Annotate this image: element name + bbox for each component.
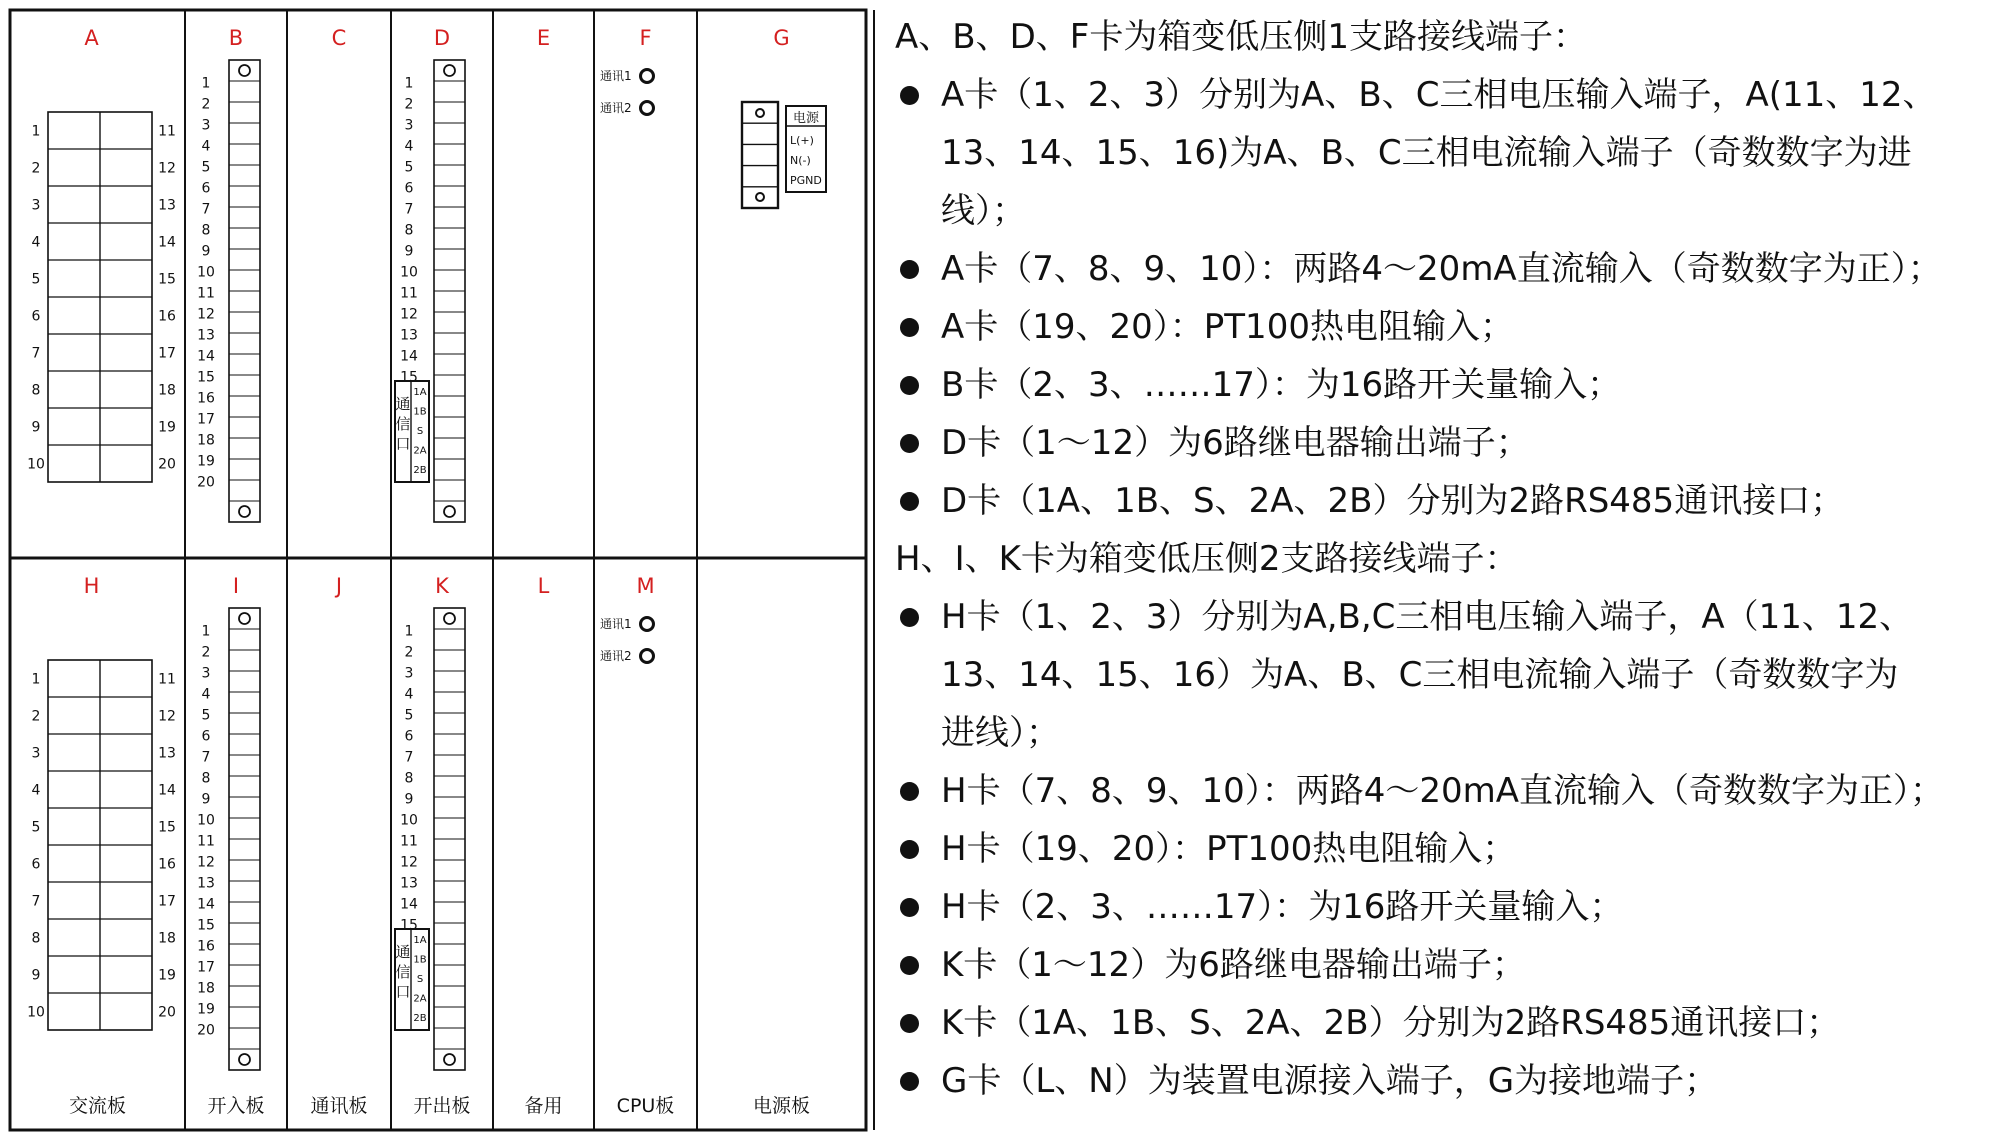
di-number: 17 (197, 411, 215, 428)
note-item: D卡（1A、1B、S、2A、2B）分别为2路RS485通讯接口； (895, 472, 1985, 530)
power-label: 电源 (792, 111, 820, 126)
screw-icon (239, 613, 250, 624)
do-number: 10 (400, 812, 418, 829)
di-number: 18 (197, 980, 215, 997)
do-number: 10 (400, 264, 418, 281)
screw-icon (444, 613, 455, 624)
di-number: 9 (201, 791, 211, 808)
do-number: 11 (400, 285, 418, 302)
power-pin-label: PGND (790, 174, 822, 187)
ac-right-number: 20 (158, 456, 176, 473)
do-number: 6 (404, 180, 414, 197)
di-number: 14 (197, 896, 215, 913)
do-number: 3 (404, 117, 414, 134)
di-number: 14 (197, 348, 215, 365)
note-item: K卡（1A、1B、S、2A、2B）分别为2路RS485通讯接口； (895, 994, 1985, 1052)
card-letter-j: J (335, 574, 343, 598)
di-number: 7 (201, 201, 211, 218)
ac-left-number: 6 (31, 308, 41, 325)
di-number: 2 (201, 96, 211, 113)
di-number: 10 (197, 264, 215, 281)
ac-right-number: 17 (158, 345, 176, 362)
do-number: 2 (404, 96, 414, 113)
ac-left-number: 8 (31, 930, 41, 947)
do-number: 13 (400, 875, 418, 892)
cpu-port-label: 通讯1 (600, 617, 632, 631)
note-item: G卡（L、N）为装置电源接入端子，G为接地端子； (895, 1052, 1985, 1110)
ac-left-number: 7 (31, 893, 41, 910)
di-number: 8 (201, 770, 211, 787)
comm-pin-label: 1B (413, 406, 427, 418)
di-number: 12 (197, 306, 215, 323)
ac-right-number: 11 (158, 123, 176, 140)
note-continuation: 13、14、15、16)为A、B、C三相电流输入端子（奇数数字为进 (941, 133, 1912, 173)
port-icon (641, 102, 654, 115)
ac-right-number: 19 (158, 967, 176, 984)
comm-pin-label: 2A (413, 993, 427, 1005)
board-type-label: 电源板 (752, 1095, 811, 1117)
board-type-label: 备用 (524, 1095, 563, 1117)
do-number: 7 (404, 749, 414, 766)
di-number: 20 (197, 1022, 215, 1039)
ac-right-number: 14 (158, 234, 176, 251)
ac-left-number: 10 (27, 1004, 45, 1021)
card-letter-m: M (636, 574, 655, 598)
do-number: 11 (400, 833, 418, 850)
ac-left-number: 1 (31, 671, 41, 688)
note-item: B卡（2、3、……17）：为16路开关量输入； (895, 356, 1985, 414)
outer-frame (10, 10, 866, 1130)
ac-left-number: 4 (31, 782, 41, 799)
ac-right-number: 13 (158, 745, 176, 762)
note-item: H卡（2、3、……17）：为16路开关量输入； (895, 878, 1985, 936)
note-continuation: 进线）； (941, 713, 1060, 753)
card-letter-g: G (773, 26, 790, 50)
comm-port-label: 通 (395, 395, 411, 413)
terminal-layout-diagram (0, 0, 880, 1141)
di-number: 9 (201, 243, 211, 260)
ac-right-number: 13 (158, 197, 176, 214)
di-number: 16 (197, 938, 215, 955)
card-letter-d: D (433, 26, 451, 50)
ac-right-number: 15 (158, 819, 176, 836)
comm-pin-label: S (416, 426, 424, 437)
comm-pin-label: 1A (413, 935, 427, 946)
ac-right-number: 18 (158, 930, 176, 947)
cpu-port-label: 通讯2 (600, 101, 632, 115)
ac-left-number: 1 (31, 123, 41, 140)
ac-right-number: 15 (158, 271, 176, 288)
note-continuation: 线）； (941, 191, 1026, 231)
di-number: 12 (197, 854, 215, 871)
ac-left-number: 6 (31, 856, 41, 873)
ac-left-number: 9 (31, 419, 41, 436)
note-item: A卡（19、20）：PT100热电阻输入； (895, 298, 1985, 356)
card-letter-i: I (232, 574, 240, 598)
di-number: 8 (201, 222, 211, 239)
card-letter-k: K (435, 574, 449, 598)
comm-pin-label: 2A (413, 445, 427, 457)
di-number: 1 (201, 75, 211, 92)
ac-right-number: 17 (158, 893, 176, 910)
note-item: H卡（1、2、3）分别为A,B,C三相电压输入端子，A（11、12、 (895, 588, 1985, 646)
ac-left-number: 8 (31, 382, 41, 399)
comm-port-label: 信 (395, 415, 411, 433)
ac-right-number: 20 (158, 1004, 176, 1021)
notes-heading: A、B、D、F卡为箱变低压侧1支路接线端子： (895, 17, 1587, 57)
comm-pin-label: S (416, 974, 424, 985)
note-continuation: 13、14、15、16）为A、B、C三相电流输入端子（奇数数字为 (941, 655, 1899, 695)
do-number: 8 (404, 222, 414, 239)
do-number: 12 (400, 854, 418, 871)
comm-port-label: 口 (395, 983, 411, 1001)
di-number: 15 (197, 917, 215, 934)
do-number: 5 (404, 159, 414, 176)
di-number: 11 (197, 833, 215, 850)
note-item: H卡（7、8、9、10）：两路4～20mA直流输入（奇数数字为正）； (895, 762, 1985, 820)
note-item: A卡（7、8、9、10）：两路4～20mA直流输入（奇数数字为正）； (895, 240, 1985, 298)
di-number: 17 (197, 959, 215, 976)
board-type-label: CPU板 (616, 1095, 675, 1117)
do-number: 12 (400, 306, 418, 323)
board-type-label: 交流板 (68, 1095, 127, 1117)
di-number: 3 (201, 117, 211, 134)
di-number: 4 (201, 138, 211, 155)
di-number: 5 (201, 707, 211, 724)
do-number: 3 (404, 665, 414, 682)
cpu-port-label: 通讯1 (600, 69, 632, 83)
di-number: 2 (201, 644, 211, 661)
comm-pin-label: 2B (413, 465, 427, 476)
do-number: 8 (404, 770, 414, 787)
ac-left-number: 2 (31, 708, 41, 725)
power-pin-label: L(+) (790, 134, 814, 147)
di-number: 10 (197, 812, 215, 829)
do-number: 6 (404, 728, 414, 745)
di-number: 5 (201, 159, 211, 176)
ac-left-number: 2 (31, 160, 41, 177)
do-number: 1 (404, 623, 414, 640)
ac-right-number: 14 (158, 782, 176, 799)
di-number: 16 (197, 390, 215, 407)
do-number: 9 (404, 243, 414, 260)
cpu-port-label: 通讯2 (600, 649, 632, 663)
port-icon (641, 618, 654, 631)
power-pin-label: N(-) (790, 154, 811, 167)
screw-icon (239, 506, 250, 517)
ac-left-number: 4 (31, 234, 41, 251)
ac-right-number: 12 (158, 160, 176, 177)
di-number: 19 (197, 1001, 215, 1018)
do-number: 9 (404, 791, 414, 808)
screw-icon (444, 65, 455, 76)
card-letter-e: E (536, 26, 551, 50)
comm-pin-label: 2B (413, 1013, 427, 1024)
ac-right-number: 18 (158, 382, 176, 399)
di-number: 3 (201, 665, 211, 682)
port-icon (641, 650, 654, 663)
di-number: 6 (201, 180, 211, 197)
ac-left-number: 3 (31, 197, 41, 214)
notes-heading: H、I、K卡为箱变低压侧2支路接线端子： (895, 539, 1519, 579)
ac-right-number: 12 (158, 708, 176, 725)
ac-right-number: 19 (158, 419, 176, 436)
wiring-notes (895, 8, 1985, 1110)
card-letter-f: F (639, 26, 652, 50)
do-number: 5 (404, 707, 414, 724)
card-letter-c: C (331, 26, 347, 50)
do-number: 15 (400, 917, 418, 934)
screw-icon (444, 506, 455, 517)
comm-port-label: 通 (395, 943, 411, 961)
diagram-svg (0, 0, 880, 1141)
do-number: 4 (404, 138, 414, 155)
do-number: 1 (404, 75, 414, 92)
di-number: 15 (197, 369, 215, 386)
port-icon (641, 70, 654, 83)
di-number: 18 (197, 432, 215, 449)
screw-icon (239, 1054, 250, 1065)
comm-port-label: 信 (395, 963, 411, 981)
di-number: 6 (201, 728, 211, 745)
comm-pin-label: 1A (413, 387, 427, 398)
card-letter-h: H (83, 574, 100, 598)
note-item: A卡（1、2、3）分别为A、B、C三相电压输入端子，A(11、12、 (895, 66, 1985, 124)
di-number: 13 (197, 327, 215, 344)
card-letter-a: A (84, 26, 99, 50)
note-item: K卡（1～12）为6路继电器输出端子； (895, 936, 1985, 994)
di-number: 13 (197, 875, 215, 892)
di-number: 1 (201, 623, 211, 640)
di-number: 20 (197, 474, 215, 491)
do-number: 2 (404, 644, 414, 661)
ac-left-number: 10 (27, 456, 45, 473)
screw-icon (444, 1054, 455, 1065)
do-number: 13 (400, 327, 418, 344)
ac-left-number: 3 (31, 745, 41, 762)
di-number: 19 (197, 453, 215, 470)
ac-left-number: 9 (31, 967, 41, 984)
di-number: 7 (201, 749, 211, 766)
di-number: 11 (197, 285, 215, 302)
di-number: 4 (201, 686, 211, 703)
comm-port-label: 口 (395, 435, 411, 453)
note-item: D卡（1～12）为6路继电器输出端子； (895, 414, 1985, 472)
ac-left-number: 7 (31, 345, 41, 362)
card-letter-l: L (537, 574, 550, 598)
screw-icon (239, 65, 250, 76)
note-item: H卡（19、20）：PT100热电阻输入； (895, 820, 1985, 878)
do-number: 4 (404, 686, 414, 703)
do-number: 14 (400, 348, 418, 365)
do-number: 7 (404, 201, 414, 218)
ac-left-number: 5 (31, 819, 41, 836)
card-letter-b: B (228, 26, 244, 50)
screw-icon (756, 193, 764, 201)
board-type-label: 开入板 (207, 1095, 265, 1117)
ac-right-number: 11 (158, 671, 176, 688)
comm-pin-label: 1B (413, 954, 427, 966)
do-number: 15 (400, 369, 418, 386)
board-type-label: 开出板 (413, 1095, 471, 1117)
board-type-label: 通讯板 (310, 1095, 368, 1117)
ac-right-number: 16 (158, 308, 176, 325)
ac-right-number: 16 (158, 856, 176, 873)
do-number: 14 (400, 896, 418, 913)
screw-icon (756, 109, 764, 117)
ac-left-number: 5 (31, 271, 41, 288)
